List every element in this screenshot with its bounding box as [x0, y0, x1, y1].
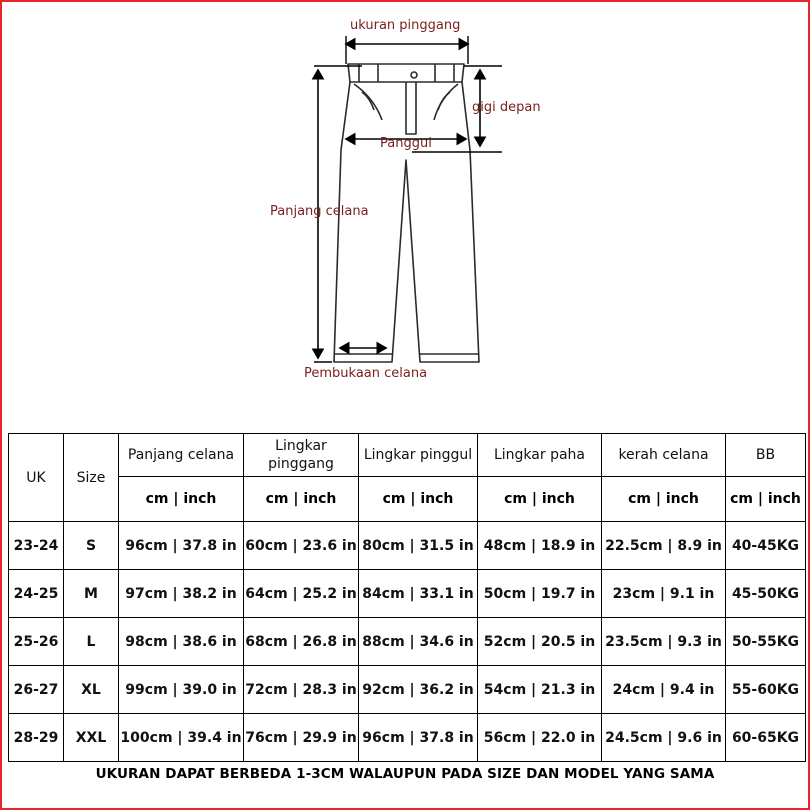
table-row — [9, 570, 806, 618]
cell-hip: 88cm | 34.6 in — [359, 618, 478, 666]
cell-length: 99cm | 39.0 in — [119, 666, 244, 714]
cell-size: L — [64, 618, 119, 666]
cell-hem: 22.5cm | 8.9 in — [602, 522, 726, 570]
length-label: Panjang celana — [270, 204, 369, 219]
table-row — [9, 714, 806, 762]
cell-length: 97cm | 38.2 in — [119, 570, 244, 618]
header-uk: UK — [9, 434, 64, 522]
unit-length: cm | inch — [119, 477, 244, 522]
cell-thigh: 54cm | 21.3 in — [478, 666, 602, 714]
cell-uk: 24-25 — [9, 570, 64, 618]
cell-hem: 24cm | 9.4 in — [602, 666, 726, 714]
cell-hip: 96cm | 37.8 in — [359, 714, 478, 762]
cell-weight: 50-55KG — [726, 618, 806, 666]
header-thigh: Lingkar paha — [478, 434, 602, 477]
header-length: Panjang celana — [119, 434, 244, 477]
cell-hip: 92cm | 36.2 in — [359, 666, 478, 714]
table-row — [9, 666, 806, 714]
waist-label: ukuran pinggang — [350, 18, 461, 33]
cell-size: XXL — [64, 714, 119, 762]
cell-hem: 23cm | 9.1 in — [602, 570, 726, 618]
header-hem: kerah celana — [602, 434, 726, 477]
cell-length: 96cm | 37.8 in — [119, 522, 244, 570]
unit-weight: cm | inch — [726, 477, 806, 522]
cell-hem: 24.5cm | 9.6 in — [602, 714, 726, 762]
unit-row — [9, 477, 806, 522]
unit-thigh: cm | inch — [478, 477, 602, 522]
cell-weight: 60-65KG — [726, 714, 806, 762]
cell-waist: 68cm | 26.8 in — [244, 618, 359, 666]
header-size: Size — [64, 434, 119, 522]
cell-weight: 45-50KG — [726, 570, 806, 618]
hip-label: Panggul — [380, 136, 432, 151]
cell-waist: 76cm | 29.9 in — [244, 714, 359, 762]
header-weight: BB — [726, 434, 806, 477]
size-table — [8, 433, 806, 762]
header-waist: Lingkar pinggang — [244, 434, 359, 477]
cell-weight: 55-60KG — [726, 666, 806, 714]
cell-waist: 64cm | 25.2 in — [244, 570, 359, 618]
cell-length: 98cm | 38.6 in — [119, 618, 244, 666]
cell-weight: 40-45KG — [726, 522, 806, 570]
unit-hip: cm | inch — [359, 477, 478, 522]
table-row — [9, 522, 806, 570]
waist-measure — [346, 36, 468, 64]
cell-hem: 23.5cm | 9.3 in — [602, 618, 726, 666]
pants-diagram — [2, 2, 808, 432]
cell-hip: 84cm | 33.1 in — [359, 570, 478, 618]
header-row — [9, 434, 806, 477]
unit-waist: cm | inch — [244, 477, 359, 522]
cell-size: XL — [64, 666, 119, 714]
cell-length: 100cm | 39.4 in — [119, 714, 244, 762]
cell-uk: 25-26 — [9, 618, 64, 666]
front-rise-label: gigi depan — [472, 100, 541, 115]
cell-waist: 72cm | 28.3 in — [244, 666, 359, 714]
table-row — [9, 618, 806, 666]
cell-uk: 28-29 — [9, 714, 64, 762]
cell-size: S — [64, 522, 119, 570]
cell-waist: 60cm | 23.6 in — [244, 522, 359, 570]
cell-uk: 26-27 — [9, 666, 64, 714]
cell-thigh: 50cm | 19.7 in — [478, 570, 602, 618]
cell-hip: 80cm | 31.5 in — [359, 522, 478, 570]
leg-opening-label: Pembukaan celana — [304, 366, 428, 381]
header-hip: Lingkar pinggul — [359, 434, 478, 477]
cell-uk: 23-24 — [9, 522, 64, 570]
footer-note: UKURAN DAPAT BERBEDA 1-3CM WALAUPUN PADA SIZE DAN MODEL YANG SAMA — [95, 766, 715, 782]
cell-thigh: 56cm | 22.0 in — [478, 714, 602, 762]
unit-hem: cm | inch — [602, 477, 726, 522]
cell-thigh: 48cm | 18.9 in — [478, 522, 602, 570]
cell-size: M — [64, 570, 119, 618]
cell-thigh: 52cm | 20.5 in — [478, 618, 602, 666]
